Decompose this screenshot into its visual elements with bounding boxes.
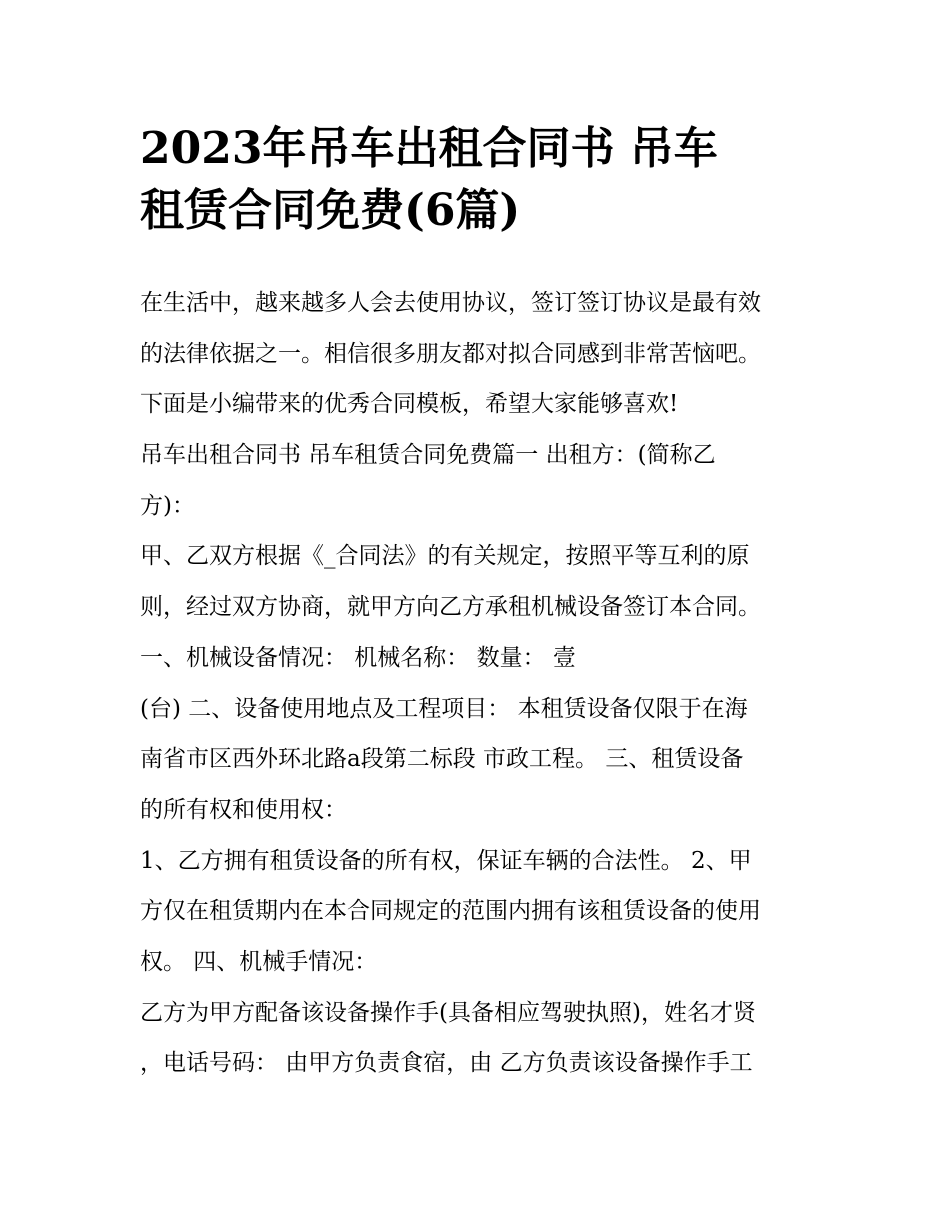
body-line: (台) 二、设备使用地点及工程项目： 本租赁设备仅限于在海	[140, 695, 748, 722]
title-line-2: 租赁合同免费(6篇)	[140, 185, 521, 236]
body-line: 南省市区西外环北路a段第二标段 市政工程。 三、租赁设备	[140, 746, 744, 773]
body-line: 权。 四、机械手情况：	[140, 948, 378, 975]
body-line: 方仅在租赁期内在本合同规定的范围内拥有该租赁设备的使用	[140, 898, 761, 925]
body-line: ，电话号码： 由甲方负责食宿，由 乙方负责该设备操作手工	[140, 1050, 753, 1077]
title-line-1: 2023年吊车出租合同书 吊车	[140, 123, 718, 174]
body-line: 甲、乙双方根据《_合同法》的有关规定，按照平等互利的原	[140, 543, 750, 570]
body-line: 一、机械设备情况： 机械名称： 数量： 壹	[140, 644, 576, 671]
body-line: 下面是小编带来的优秀合同模板，希望大家能够喜欢!	[140, 391, 679, 418]
body-line: 的法律依据之一。相信很多朋友都对拟合同感到非常苦恼吧。	[140, 340, 761, 367]
document-title	[140, 118, 820, 242]
body-line: 在生活中，越来越多人会去使用协议，签订签订协议是最有效	[140, 290, 761, 316]
body-line: 则，经过双方协商，就甲方向乙方承租机械设备签订本合同。	[140, 594, 761, 621]
body-line: 乙方为甲方配备该设备操作手(具备相应驾驶执照)，姓名才贤	[140, 999, 756, 1026]
body-line: 的所有权和使用权：	[140, 796, 347, 823]
body-line: 1、乙方拥有租赁设备的所有权，保证车辆的合法性。 2、甲	[140, 847, 752, 874]
body-line: 吊车出租合同书 吊车租赁合同免费篇一 出租方：(简称乙	[140, 442, 716, 469]
body-line: 方)：	[140, 492, 195, 519]
document-body	[140, 278, 830, 1089]
